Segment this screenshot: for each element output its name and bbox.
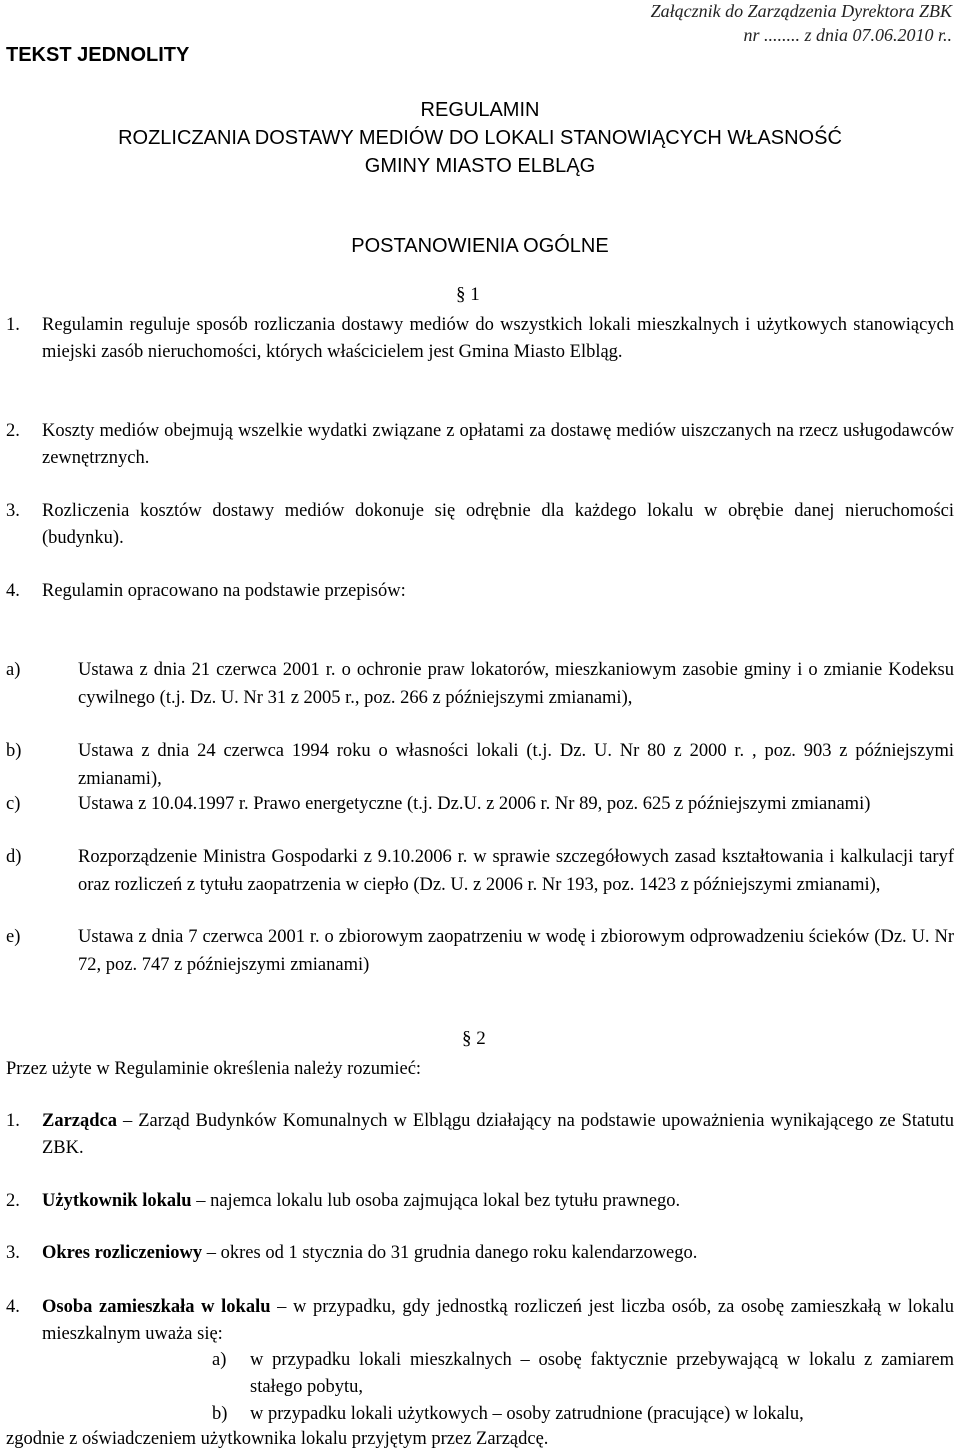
section-sign-icon: § [462, 1028, 472, 1049]
residence-case-text: w przypadku lokali użytkowych – osoby zatrudnione (pracujące) w lokalu, [250, 1404, 804, 1424]
closing-statement: zgodnie z oświadczeniem użytkownika lokalu przyjętym przez Zarządcę. [6, 1429, 549, 1449]
definition-item [6, 1240, 954, 1267]
definition-text: – najemca lokalu lub osoba zajmująca lokal bez tytułu prawnego. [191, 1191, 681, 1211]
paragraph-2-number: 2 [476, 1028, 486, 1049]
definition-term: Zarządca [42, 1111, 118, 1131]
regulation-title: REGULAMIN [420, 99, 540, 121]
definition-item [6, 1294, 954, 1348]
legal-basis-label: b) [6, 741, 22, 761]
provision-number: 3. [6, 501, 20, 521]
residence-case-label: a) [212, 1350, 227, 1370]
provision-item [6, 498, 954, 552]
residence-case-item [212, 1347, 954, 1401]
legal-basis-label: d) [6, 847, 22, 867]
provision-text: Koszty mediów obejmują wszelkie wydatki związane z opłatami za dostawę mediów uiszczanych na rzecz usługodawców zewnętrznych. [42, 421, 954, 468]
annex-line-2: nr ........ z dnia 07.06.2010 r.. [743, 25, 952, 45]
consolidated-text-label: TEKST JEDNOLITY [6, 44, 190, 66]
legal-basis-text: Ustawa z dnia 21 czerwca 2001 r. o ochronie praw lokatorów, mieszkaniowym zasobie gminy i o zmianie Kodeksu cywilnego (t.j. Dz. U. Nr 31 z 2005 r., poz. 266 z późniejszymi zmianami), [78, 660, 954, 708]
section-general-heading: POSTANOWIENIA OGÓLNE [351, 235, 609, 257]
legal-basis-label: c) [6, 794, 21, 814]
provision-number: 1. [6, 315, 20, 335]
definition-term: Osoba zamieszkała w lokalu [42, 1297, 271, 1317]
definition-number: 1. [6, 1111, 20, 1131]
definition-text: – okres od 1 stycznia do 31 grudnia danego roku kalendarzowego. [202, 1243, 698, 1263]
paragraph-2-mark [462, 1028, 486, 1050]
definition-number: 4. [6, 1297, 20, 1317]
definition-term: Użytkownik lokalu [42, 1191, 192, 1211]
definition-text: – w przypadku, gdy jednostką rozliczeń jest liczba osób, za osobę zamieszkałą w lokalu mieszkalnym uważa się: [42, 1297, 954, 1344]
legal-basis-item [6, 656, 954, 712]
legal-basis-item [6, 790, 954, 818]
definition-number: 3. [6, 1243, 20, 1263]
annex-line-1: Załącznik do Zarządzenia Dyrektora ZBK [650, 1, 952, 21]
residence-case-text: w przypadku lokali mieszkalnych – osobę faktycznie przebywającą w lokalu z zamiarem stałego pobytu, [250, 1350, 954, 1397]
definition-item [6, 1188, 954, 1215]
provision-item [6, 578, 954, 605]
section-sign-icon: § [456, 284, 466, 305]
legal-basis-item [6, 843, 954, 899]
paragraph-1-mark [456, 284, 480, 306]
provision-text: Regulamin opracowano na podstawie przepisów: [42, 581, 406, 601]
provision-item [6, 418, 954, 472]
residence-case-label: b) [212, 1404, 228, 1424]
definition-number: 2. [6, 1191, 20, 1211]
legal-basis-text: Ustawa z dnia 24 czerwca 1994 roku o własności lokali (t.j. Dz. U. Nr 80 z 2000 r. , poz. 903 z późniejszymi zmianami), [78, 741, 954, 789]
provision-item [6, 312, 954, 366]
legal-basis-text: Ustawa z 10.04.1997 r. Prawo energetyczne (t.j. Dz.U. z 2006 r. Nr 89, poz. 625 z późniejszymi zmianami) [78, 794, 871, 814]
legal-basis-label: e) [6, 927, 21, 947]
legal-basis-text: Ustawa z dnia 7 czerwca 2001 r. o zbiorowym zaopatrzeniu w wodę i zbiorowym odprowadzeniu ścieków (Dz. U. Nr 72, poz. 747 z późniejszymi zmianami) [78, 927, 954, 975]
provision-text: Regulamin reguluje sposób rozliczania dostawy mediów do wszystkich lokali mieszkalnych i użytkowych stanowiących miejski zasób nieruchomości, których właścicielem jest Gmina Miasto Elbląg. [42, 315, 954, 362]
legal-basis-item [6, 923, 954, 979]
legal-basis-item [6, 737, 954, 793]
definition-text: – Zarząd Budynków Komunalnych w Elblągu działający na podstawie upoważnienia wynikającego ze Statutu ZBK. [42, 1111, 954, 1158]
regulation-subtitle-1: ROZLICZANIA DOSTAWY MEDIÓW DO LOKALI STANOWIĄCYCH WŁASNOŚĆ [118, 127, 842, 149]
definitions-intro: Przez użyte w Regulaminie określenia należy rozumieć: [6, 1059, 422, 1079]
paragraph-1-number: 1 [470, 284, 480, 305]
provision-text: Rozliczenia kosztów dostawy mediów dokonuje się odrębnie dla każdego lokalu w obrębie danej nieruchomości (budynku). [42, 501, 954, 548]
provision-number: 2. [6, 421, 20, 441]
legal-basis-text: Rozporządzenie Ministra Gospodarki z 9.10.2006 r. w sprawie szczegółowych zasad kształtowania i kalkulacji taryf oraz rozliczeń z tytułu zaopatrzenia w ciepło (Dz. U. z 2006 r. Nr 193, poz. 1423 z późniejszymi zmianami), [78, 847, 954, 895]
legal-basis-label: a) [6, 660, 21, 680]
regulation-subtitle-2: GMINY MIASTO ELBLĄG [364, 155, 596, 177]
definition-item [6, 1108, 954, 1162]
definition-term: Okres rozliczeniowy [42, 1243, 203, 1263]
provision-number: 4. [6, 581, 20, 601]
residence-case-item [212, 1401, 954, 1428]
